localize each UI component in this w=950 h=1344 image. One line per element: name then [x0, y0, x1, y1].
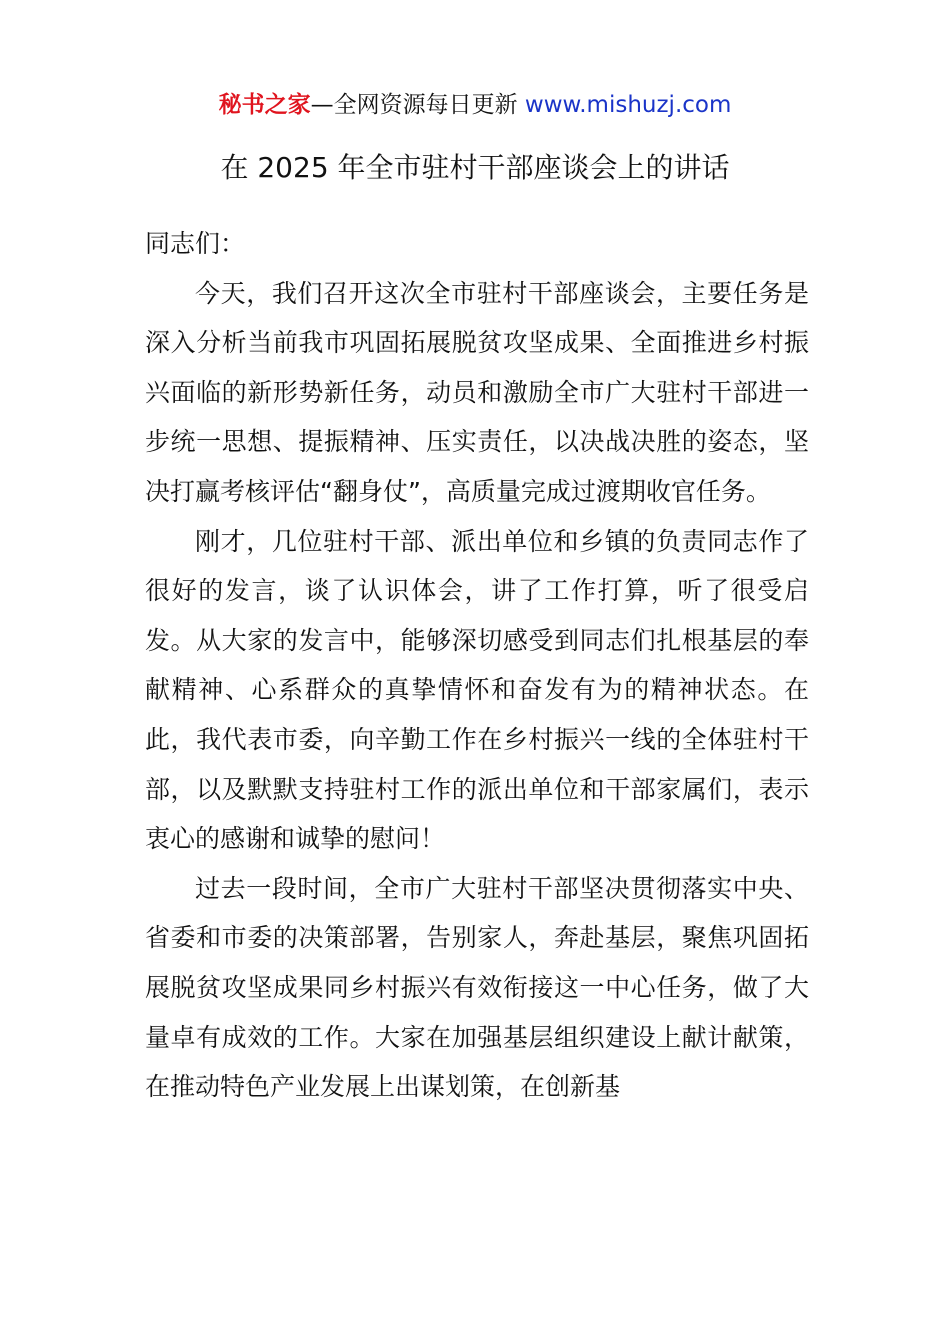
paragraph-3: 过去一段时间，全市广大驻村干部坚决贯彻落实中央、省委和市委的决策部署，告别家人，奔赴基层，聚焦巩固拓展脱贫攻坚成果同乡村振兴有效衔接这一中心任务，做了大量卓有成效的工作。大家在加强基层组织建设上献计献策，在推动特色产业发展上出谋划策，在创新基	[145, 873, 809, 1102]
paragraph-1: 今天，我们召开这次全市驻村干部座谈会，主要任务是深入分析当前我市巩固拓展脱贫攻坚成果、全面推进乡村振兴面临的新形势新任务，动员和激励全市广大驻村干部进一步统一思想、提振精神、压实责任，以决战决胜的姿态，坚决打赢考核评估“翻身仗”，高质量完成过渡期收官任务。	[145, 278, 809, 506]
salutation: 同志们：	[145, 229, 246, 258]
brand-name: 秘书之家	[218, 92, 311, 118]
document-body	[145, 219, 809, 1112]
site-url-link[interactable]: www.mishuzj.com	[524, 92, 732, 118]
paragraph-2: 刚才，几位驻村干部、派出单位和乡镇的负责同志作了很好的发言，谈了认识体会，讲了工作打算，听了很受启发。从大家的发言中，能够深切感受到同志们扎根基层的奉献精神、心系群众的真挚情怀和奋发有为的精神状态。在此，我代表市委，向辛勤工作在乡村振兴一线的全体驻村干部，以及默默支持驻村工作的派出单位和干部家属们，表示衷心的感谢和诚挚的慰问！	[145, 526, 809, 854]
site-header	[0, 88, 950, 122]
document-title: 在 2025 年全市驻村干部座谈会上的讲话	[220, 151, 730, 184]
header-tagline: —全网资源每日更新	[310, 92, 525, 118]
